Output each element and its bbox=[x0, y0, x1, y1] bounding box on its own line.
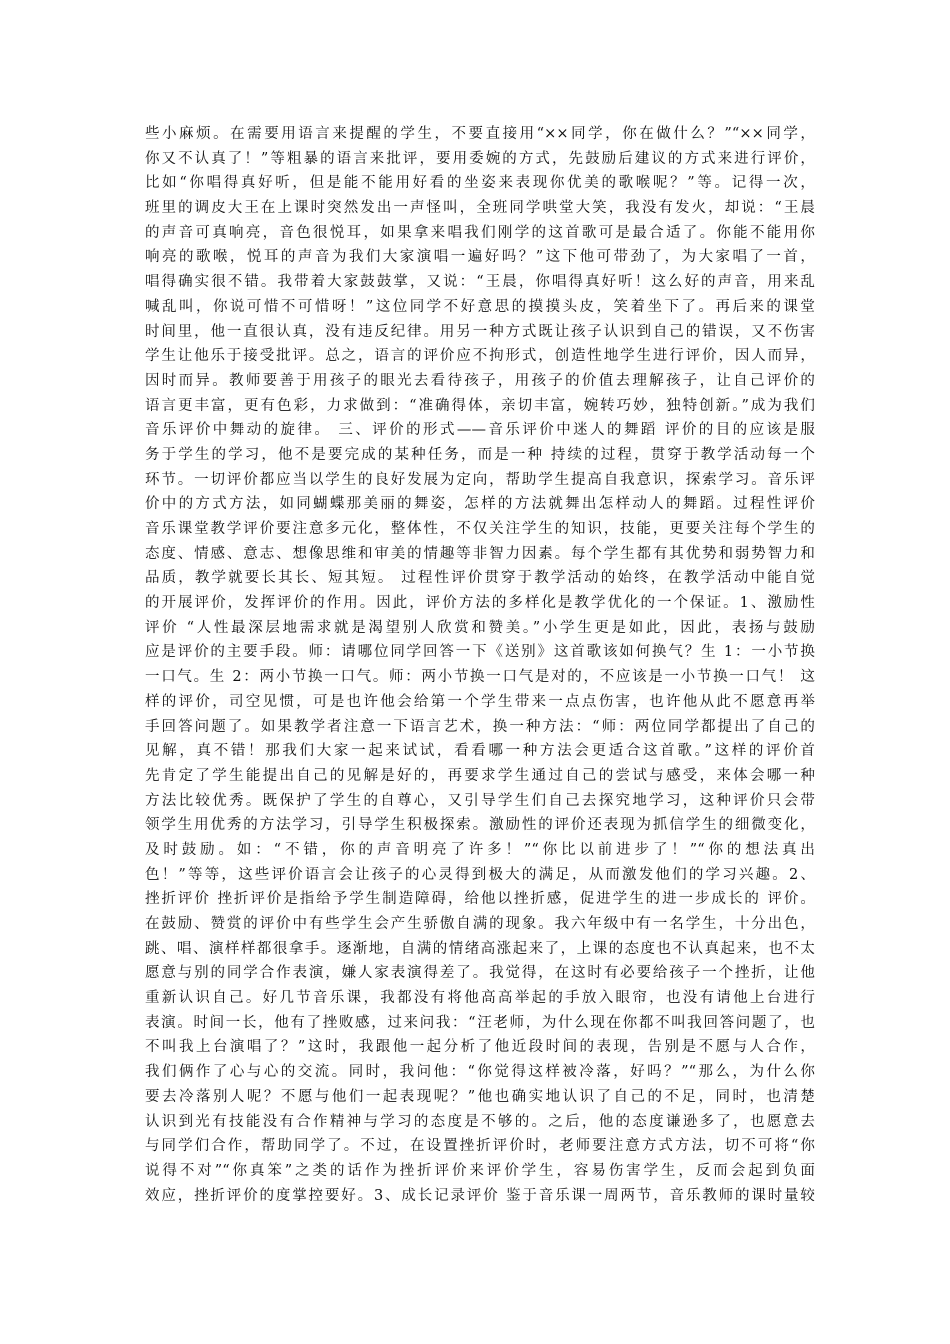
text-line: 的声音可真响亮，音色很悦耳，如果拿来唱我们刚学的这首歌可是最合适了。你能不能用你 bbox=[145, 224, 815, 241]
text-line: 你又不认真了！”等粗暴的语言来批评，要用委婉的方式，先鼓励后建议的方式来进行评价， bbox=[145, 150, 815, 167]
text-line: 比如“你唱得真好听，但是能不能用好看的坐姿来表现你优美的歌喉呢？”等。记得一次， bbox=[145, 175, 815, 192]
text-line: 愿意与别的同学合作表演，嫌人家表演得差了。我觉得，在这时有必要给孩子一个挫折，让他 bbox=[145, 965, 815, 982]
text-line: 色！”等等，这些评价语言会让孩子的心灵得到极大的满足，从而激发他们的学习兴趣。2、 bbox=[145, 866, 815, 883]
text-line: 及时鼓励。如：“不错，你的声音明亮了许多！”“你比以前进步了！”“你的想法真出 bbox=[145, 841, 815, 858]
document-body bbox=[145, 122, 815, 1208]
text-line: 表演。时间一长，他有了挫败感，过来问我：“汪老师，为什么现在你都不叫我回答问题了，也 bbox=[145, 1014, 815, 1031]
text-line: 要去冷落别人呢？不愿与他们一起表现呢？”他也确实地认识了自己的不足，同时，也清楚 bbox=[145, 1088, 815, 1105]
text-line: 喊乱叫，你说可惜不可惜呀！”这位同学不好意思的摸摸头皮，笑着坐下了。再后来的课堂 bbox=[145, 298, 815, 315]
text-line: 品质，教学就要长其长、短其短。 过程性评价贯穿于教学活动的始终，在教学活动中能自觉 bbox=[145, 570, 815, 587]
text-line: 态度、情感、意志、想像思维和审美的情趣等非智力因素。每个学生都有其优势和弱势智力和 bbox=[145, 545, 815, 562]
text-line: 挫折评价 挫折评价是指给予学生制造障碍，给他以挫折感，促进学生的进一步成长的 评价。 bbox=[145, 891, 815, 908]
text-line: 语言更丰富，更有色彩，力求做到：“准确得体，亲切丰富，婉转巧妙，独特创新。”成为我们 bbox=[145, 397, 815, 414]
text-line: 时间里，他一直很认真，没有违反纪律。用另一种方式既让孩子认识到自己的错误，又不伤害 bbox=[145, 323, 815, 340]
text-line: 音乐评价中舞动的旋律。 三、评价的形式——音乐评价中迷人的舞蹈 评价的目的应该是服 bbox=[145, 422, 815, 439]
text-line: 因时而异。教师要善于用孩子的眼光去看待孩子，用孩子的价值去理解孩子，让自己评价的 bbox=[145, 372, 815, 389]
text-line: 音乐课堂教学评价要注意多元化，整体性，不仅关注学生的知识，技能，更要关注每个学生的 bbox=[145, 521, 815, 537]
text-line: 说得不对”“你真笨”之类的话作为挫折评价来评价学生，容易伤害学生，反而会起到负面 bbox=[145, 1162, 815, 1179]
text-line: 的开展评价，发挥评价的作用。因此，评价方法的多样化是教学优化的一个保证。1、激励性 bbox=[145, 595, 815, 612]
text-line: 手回答问题了。如果教学者注意一下语言艺术，换一种方法：“师：两位同学都提出了自己的 bbox=[145, 718, 815, 735]
text-line: 效应，挫折评价的度掌控要好。3、成长记录评价 鉴于音乐课一周两节，音乐教师的课时量较 bbox=[145, 1187, 815, 1204]
text-line: 环节。一切评价都应当以学生的良好发展为定向，帮助学生提高自我意识，探索学习。音乐评 bbox=[145, 471, 815, 488]
text-line: 些小麻烦。在需要用语言来提醒的学生，不要直接用“××同学，你在做什么？”“××同学， bbox=[145, 126, 815, 142]
text-line: 先肯定了学生能提出自己的见解是好的，再要求学生通过自己的尝试与感受，来体会哪一种 bbox=[145, 767, 815, 784]
text-line: 样的评价，司空见惯，可是也许他会给第一个学生带来一点点伤害，也许他从此不愿意再举 bbox=[145, 693, 815, 710]
text-line: 与同学们合作，帮助同学了。不过，在设置挫折评价时，老师要注意方式方法，切不可将“你 bbox=[145, 1138, 815, 1155]
text-line: 见解，真不错！那我们大家一起来试试，看看哪一种方法会更适合这首歌。”这样的评价首 bbox=[145, 743, 815, 760]
text-line: 不叫我上台演唱了？”这时，我跟他一起分析了他近段时间的表现，告别是不愿与人合作， bbox=[145, 1039, 815, 1056]
text-line: 班里的调皮大王在上课时突然发出一声怪叫，全班同学哄堂大笑，我没有发火，却说：“王晨 bbox=[145, 200, 815, 217]
text-line: 响亮的歌喉，悦耳的声音为我们大家演唱一遍好吗？”这下他可带劲了，为大家唱了一首， bbox=[145, 249, 815, 266]
text-line: 跳、唱、演样样都很拿手。逐渐地，自满的情绪高涨起来了，上课的态度也不认真起来，也不太 bbox=[145, 940, 815, 957]
text-line: 应是评价的主要手段。师：请哪位同学回答一下《送别》这首歌该如何换气？生 1：一小节换 bbox=[145, 644, 815, 661]
text-line: 一口气。生 2：两小节换一口气。师：两小节换一口气是对的，不应该是一小节换一口气！ 这 bbox=[145, 669, 815, 686]
text-line: 领学生用优秀的方法学习，引导学生积极探索。激励性的评价还表现为抓信学生的细微变化， bbox=[145, 817, 815, 834]
text-line: 唱得确实很不错。我带着大家鼓鼓掌，又说：“王晨，你唱得真好听！这么好的声音，用来乱 bbox=[145, 274, 815, 291]
text-line: 我们俩作了心与心的交流。同时，我问他：“你觉得这样被冷落，好吗？”“那么，为什么你 bbox=[145, 1064, 815, 1081]
text-line: 务于学生的学习，他不是要完成的某种任务，而是一种 持续的过程，贯穿于教学活动每一个 bbox=[145, 446, 815, 463]
text-line: 方法比较优秀。既保护了学生的自尊心，又引导学生们自己去探究地学习，这种评价只会带 bbox=[145, 792, 815, 809]
text-line: 价中的方式方法，如同蝴蝶那美丽的舞姿，怎样的方法就舞出怎样动人的舞蹈。过程性评价 bbox=[145, 496, 815, 513]
text-line: 学生让他乐于接受批评。总之，语言的评价应不拘形式，创造性地学生进行评价，因人而异， bbox=[145, 348, 815, 365]
text-line: 在鼓励、赞赏的评价中有些学生会产生骄傲自满的现象。我六年级中有一名学生，十分出色， bbox=[145, 916, 815, 932]
text-line: 评价 “人性最深层地需求就是渴望别人欣赏和赞美。”小学生更是如此，因此，表扬与鼓励 bbox=[145, 619, 815, 636]
text-line: 认识到光有技能没有合作精神与学习的态度是不够的。之后，他的态度谦逊多了，也愿意去 bbox=[145, 1113, 815, 1130]
text-line: 重新认识自己。好几节音乐课，我都没有将他高高举起的手放入眼帘，也没有请他上台进行 bbox=[145, 990, 815, 1007]
